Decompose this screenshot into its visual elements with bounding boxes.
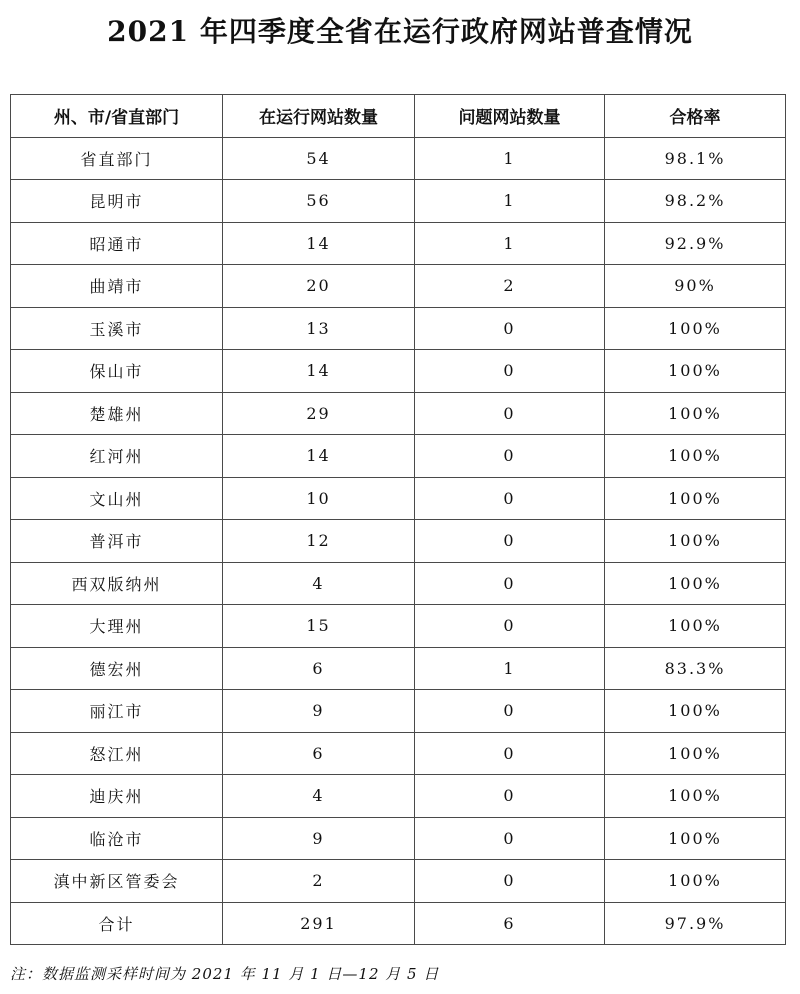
cell-problem-sites: 0: [415, 690, 605, 733]
cell-region: 昭通市: [11, 222, 223, 265]
table-row: [11, 775, 786, 818]
table-row: [11, 817, 786, 860]
table-row: [11, 307, 786, 350]
header-region: 州、市/省直部门: [11, 95, 223, 138]
cell-region: 红河州: [11, 435, 223, 478]
cell-region: 德宏州: [11, 647, 223, 690]
cell-problem-sites: 0: [415, 350, 605, 393]
cell-running-sites: 14: [223, 350, 415, 393]
cell-region: 迪庆州: [11, 775, 223, 818]
cell-problem-sites: 6: [415, 902, 605, 945]
cell-problem-sites: 0: [415, 562, 605, 605]
table-row: [11, 732, 786, 775]
cell-pass-rate: 100%: [605, 732, 786, 775]
cell-pass-rate: 100%: [605, 520, 786, 563]
cell-running-sites: 291: [223, 902, 415, 945]
header-pass-rate: 合格率: [605, 95, 786, 138]
cell-problem-sites: 0: [415, 435, 605, 478]
cell-region: 西双版纳州: [11, 562, 223, 605]
cell-pass-rate: 100%: [605, 605, 786, 648]
table-row: [11, 520, 786, 563]
cell-problem-sites: 0: [415, 520, 605, 563]
table-row: [11, 392, 786, 435]
cell-region: 怒江州: [11, 732, 223, 775]
cell-region: 合计: [11, 902, 223, 945]
table-row: [11, 180, 786, 223]
table-header-row: [11, 95, 786, 138]
cell-region: 楚雄州: [11, 392, 223, 435]
cell-pass-rate: 100%: [605, 307, 786, 350]
cell-running-sites: 29: [223, 392, 415, 435]
table-row: [11, 350, 786, 393]
table-row: [11, 265, 786, 308]
cell-running-sites: 10: [223, 477, 415, 520]
cell-problem-sites: 0: [415, 477, 605, 520]
table-row: [11, 860, 786, 903]
table-row: [11, 137, 786, 180]
cell-region: 大理州: [11, 605, 223, 648]
cell-pass-rate: 92.9%: [605, 222, 786, 265]
cell-pass-rate: 90%: [605, 265, 786, 308]
cell-running-sites: 20: [223, 265, 415, 308]
cell-region: 滇中新区管委会: [11, 860, 223, 903]
page-title: 2021 年四季度全省在运行政府网站普查情况: [107, 15, 693, 48]
cell-problem-sites: 0: [415, 307, 605, 350]
table-row: [11, 690, 786, 733]
cell-running-sites: 6: [223, 647, 415, 690]
header-running-sites: 在运行网站数量: [223, 95, 415, 138]
cell-pass-rate: 98.1%: [605, 137, 786, 180]
cell-running-sites: 4: [223, 775, 415, 818]
table-row: [11, 562, 786, 605]
cell-running-sites: 4: [223, 562, 415, 605]
cell-region: 普洱市: [11, 520, 223, 563]
cell-pass-rate: 100%: [605, 392, 786, 435]
cell-pass-rate: 100%: [605, 775, 786, 818]
table-row: [11, 435, 786, 478]
cell-problem-sites: 2: [415, 265, 605, 308]
table-row: [11, 477, 786, 520]
cell-region: 文山州: [11, 477, 223, 520]
cell-running-sites: 15: [223, 605, 415, 648]
cell-region: 临沧市: [11, 817, 223, 860]
cell-pass-rate: 100%: [605, 860, 786, 903]
cell-problem-sites: 0: [415, 775, 605, 818]
cell-pass-rate: 100%: [605, 435, 786, 478]
cell-running-sites: 6: [223, 732, 415, 775]
cell-problem-sites: 0: [415, 817, 605, 860]
cell-problem-sites: 1: [415, 647, 605, 690]
cell-problem-sites: 0: [415, 860, 605, 903]
cell-problem-sites: 1: [415, 137, 605, 180]
cell-problem-sites: 1: [415, 180, 605, 223]
total-row: [11, 902, 786, 945]
header-problem-sites: 问题网站数量: [415, 95, 605, 138]
table-row: [11, 647, 786, 690]
cell-running-sites: 9: [223, 817, 415, 860]
cell-pass-rate: 83.3%: [605, 647, 786, 690]
cell-running-sites: 9: [223, 690, 415, 733]
table-body: [11, 137, 786, 945]
cell-region: 丽江市: [11, 690, 223, 733]
cell-pass-rate: 98.2%: [605, 180, 786, 223]
cell-running-sites: 2: [223, 860, 415, 903]
cell-region: 保山市: [11, 350, 223, 393]
cell-running-sites: 12: [223, 520, 415, 563]
survey-table: [10, 94, 786, 945]
cell-running-sites: 54: [223, 137, 415, 180]
cell-problem-sites: 0: [415, 732, 605, 775]
cell-running-sites: 56: [223, 180, 415, 223]
table-row: [11, 222, 786, 265]
cell-running-sites: 14: [223, 435, 415, 478]
cell-pass-rate: 100%: [605, 562, 786, 605]
table-row: [11, 605, 786, 648]
cell-pass-rate: 100%: [605, 817, 786, 860]
cell-region: 曲靖市: [11, 265, 223, 308]
cell-region: 省直部门: [11, 137, 223, 180]
cell-problem-sites: 0: [415, 392, 605, 435]
cell-running-sites: 13: [223, 307, 415, 350]
footnote: 注：数据监测采样时间为 2021 年 11 月 1 日—12 月 5 日: [10, 965, 440, 983]
cell-region: 昆明市: [11, 180, 223, 223]
cell-problem-sites: 0: [415, 605, 605, 648]
cell-pass-rate: 100%: [605, 350, 786, 393]
cell-pass-rate: 100%: [605, 690, 786, 733]
cell-problem-sites: 1: [415, 222, 605, 265]
cell-running-sites: 14: [223, 222, 415, 265]
cell-pass-rate: 100%: [605, 477, 786, 520]
cell-pass-rate: 97.9%: [605, 902, 786, 945]
cell-region: 玉溪市: [11, 307, 223, 350]
